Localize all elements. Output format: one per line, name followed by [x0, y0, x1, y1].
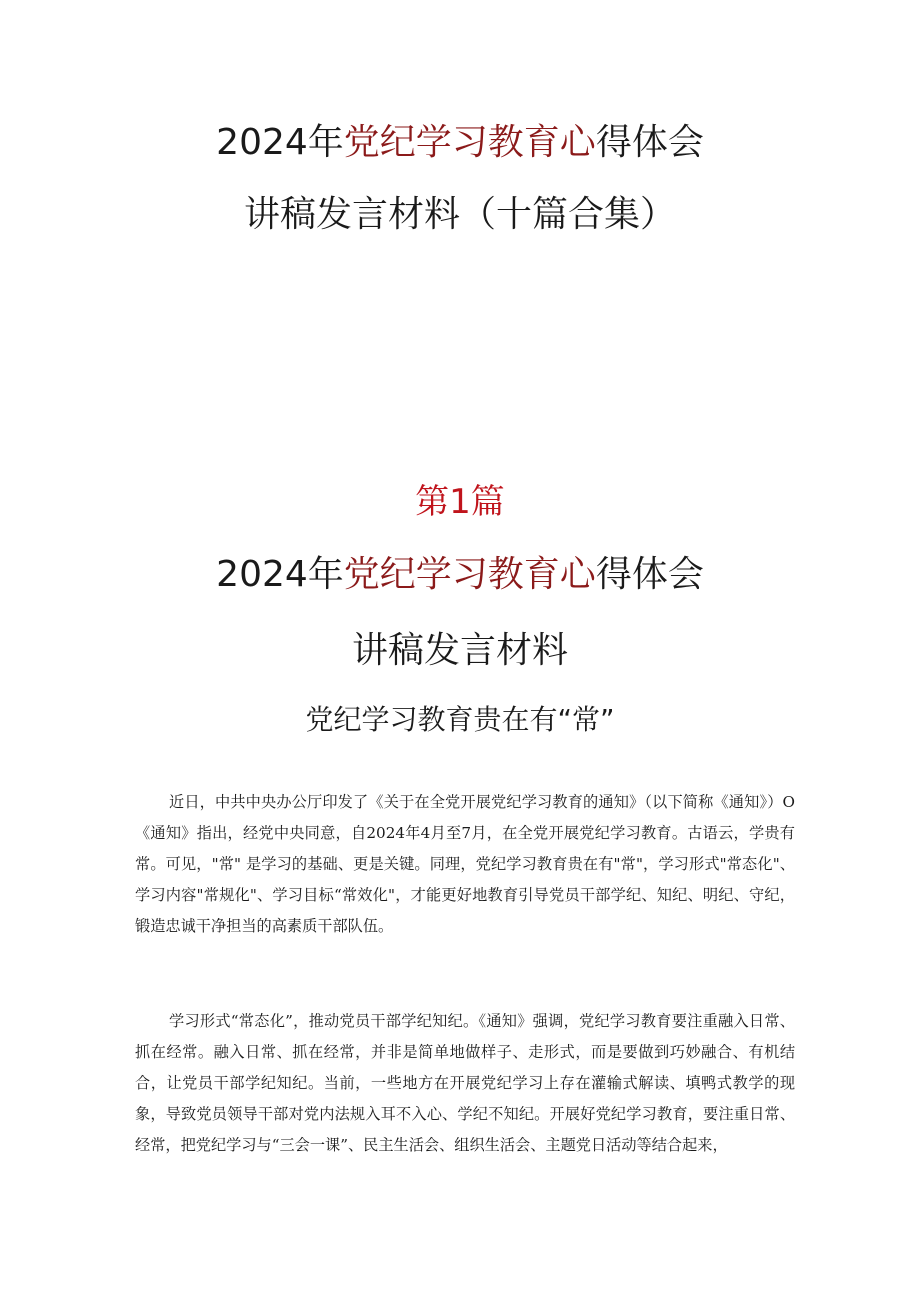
cover-title-rest: 得体会	[595, 122, 704, 163]
paragraph: 近日，中共中央办公厅印发了《关于在全党开展党纪学习教育的通知》（以下简称《通知》）O《通知》指出，经党中央同意，自2024年4月至7月，在全党开展党纪学习教育。古语云，学贵有常。可见，"常" 是学习的基础、更是关键。同理，党纪学习教育贵在有"常"，学习形式"常态化"、学习内容"常规化"、学习目标“常效化"，才能更好地教育引导党员干部学纪、知纪、明纪、守纪，锻造忠诚干净担当的高素质干部队伍。	[135, 793, 795, 935]
article-title-year: 2024年	[216, 554, 344, 595]
article-title-highlight: 党纪学习教育心	[343, 554, 596, 595]
cover-title-highlight: 党纪学习教育心	[343, 122, 596, 163]
article-title-rest: 得体会	[595, 554, 704, 595]
paragraph: 学习形式“常态化”，推动党员干部学纪知纪。《通知》强调，党纪学习教育要注重融入日常、抓在经常。融入日常、抓在经常，并非是简单地做样子、走形式，而是要做到巧妙融合、有机结合，让党员干部学纪知纪。当前，一些地方在开展党纪学习上存在灌输式解读、填鸭式教学的现象，导致党员领导干部对党内法规入耳不入心、学纪不知纪。开展好党纪学习教育，要注重日常、经常，把党纪学习与“三会一课”、民主生活会、组织生活会、主题党日活动等结合起来，	[135, 1012, 795, 1154]
cover-title-year: 2024年	[216, 122, 344, 163]
article-title-line2: 讲稿发言材料	[351, 630, 568, 671]
cover-title-line2: 讲稿发言材料（十篇合集）	[243, 194, 676, 235]
article-title-line1	[0, 553, 920, 597]
chapter-label: 第1篇	[415, 482, 505, 522]
article-subtitle: 党纪学习教育贵在有“常”	[305, 703, 615, 736]
cover-title-line1	[0, 121, 920, 165]
